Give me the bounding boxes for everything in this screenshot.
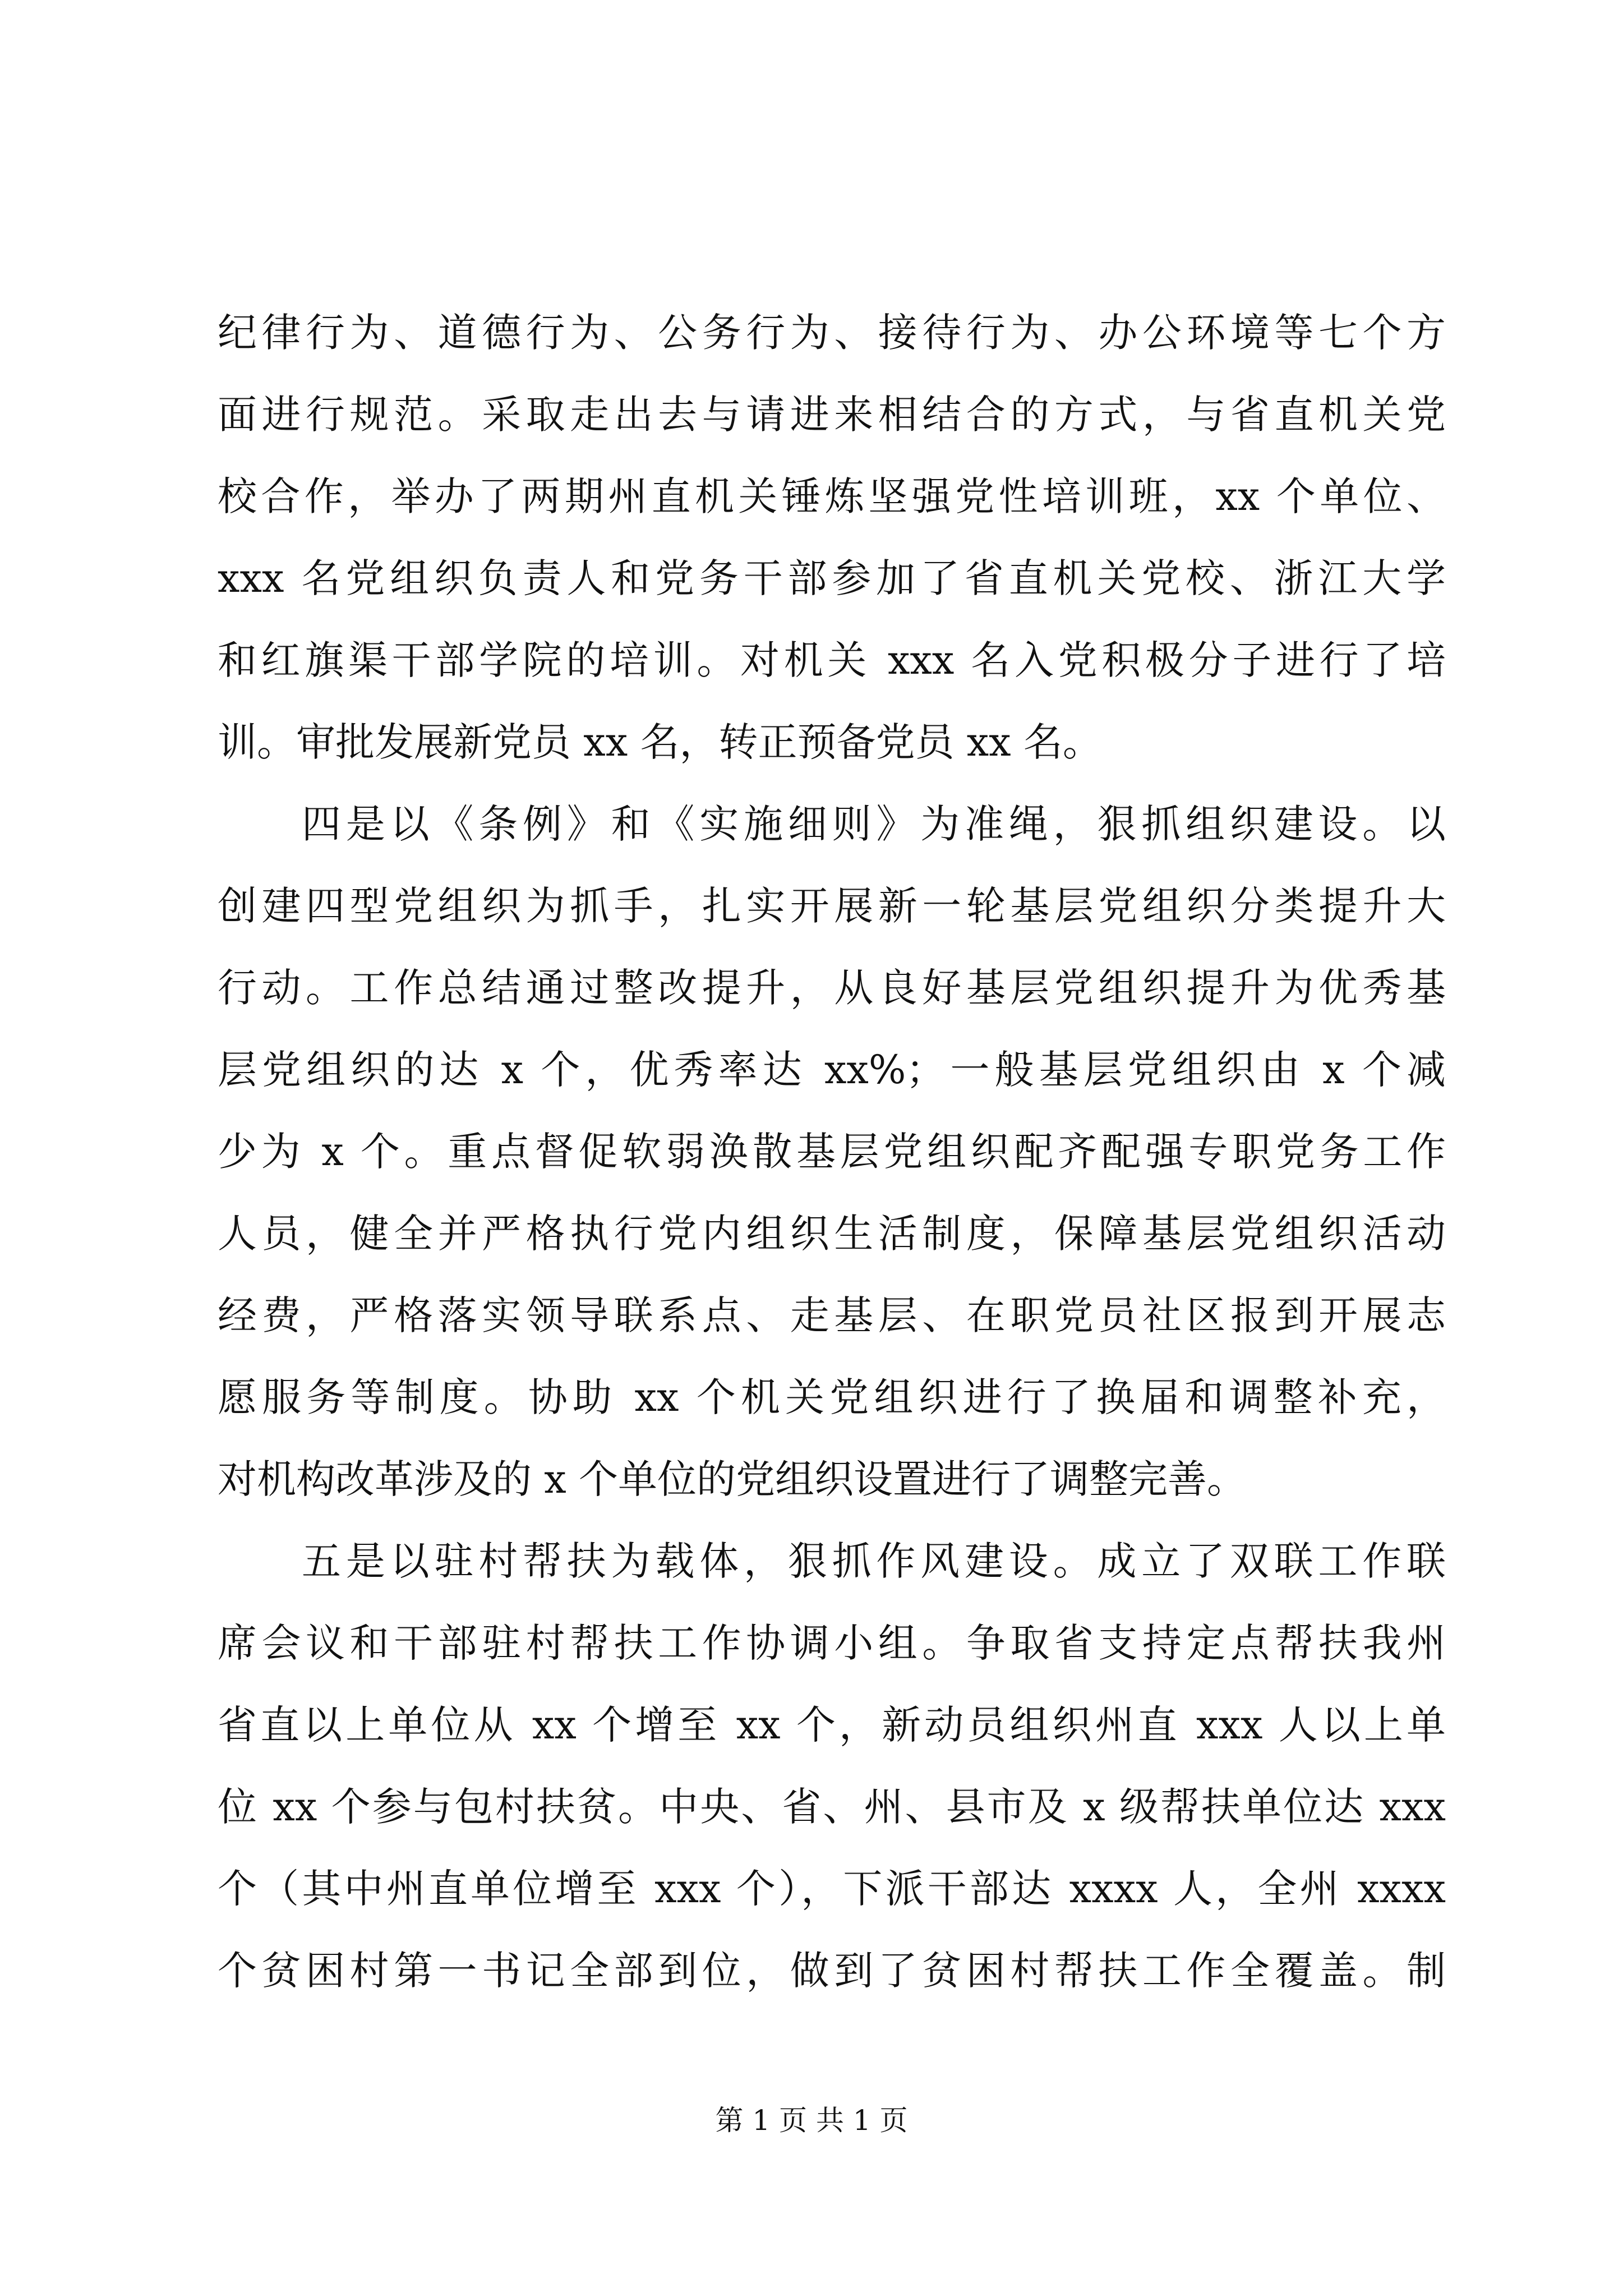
text-line: xxx 名党组织负责人和党务干部参加了省直机关党校、浙江大学: [218, 555, 1446, 601]
text-line: 面进行规范。采取走出去与请进来相结合的方式，与省直机关党: [218, 392, 1446, 438]
text-line: 和红旗渠干部学院的培训。对机关 xxx 名入党积极分子进行了培: [218, 637, 1446, 683]
document-body: [218, 292, 1446, 2012]
text-line: 愿服务等制度。协助 xx 个机关党组织进行了换届和调整补充，: [218, 1374, 1446, 1420]
text-line: 个贫困村第一书记全部到位，做到了贫困村帮扶工作全覆盖。制: [218, 1948, 1446, 1994]
text-line: 对机构改革涉及的 x 个单位的党组织设置进行了调整完善。: [218, 1456, 1246, 1502]
text-line: 省直以上单位从 xx 个增至 xx 个，新动员组织州直 xxx 人以上单: [218, 1702, 1446, 1748]
text-line: 五是以驻村帮扶为载体，狠抓作风建设。成立了双联工作联: [302, 1538, 1446, 1584]
text-line: 创建四型党组织为抓手，扎实开展新一轮基层党组织分类提升大: [218, 883, 1446, 929]
text-line: 纪律行为、道德行为、公务行为、接待行为、办公环境等七个方: [218, 310, 1446, 356]
text-line: 行动。工作总结通过整改提升，从良好基层党组织提升为优秀基: [218, 965, 1446, 1011]
text-line: 四是以《条例》和《实施细则》为准绳，狠抓组织建设。以: [302, 801, 1446, 847]
page-footer: 第 1 页 共 1 页: [715, 2104, 908, 2137]
text-line: 训。审批发展新党员 xx 名，转正预备党员 xx 名。: [218, 719, 1102, 765]
text-line: 个（其中州直单位增至 xxx 个），下派干部达 xxxx 人，全州 xxxx: [218, 1866, 1446, 1912]
text-line: 位 xx 个参与包村扶贫。中央、省、州、县市及 x 级帮扶单位达 xxx: [218, 1784, 1446, 1830]
text-line: 席会议和干部驻村帮扶工作协调小组。争取省支持定点帮扶我州: [218, 1620, 1446, 1666]
text-line: 人员，健全并严格执行党内组织生活制度，保障基层党组织活动: [218, 1211, 1446, 1257]
text-line: 层党组织的达 x 个，优秀率达 xx%；一般基层党组织由 x 个减: [218, 1047, 1446, 1093]
text-line: 经费，严格落实领导联系点、走基层、在职党员社区报到开展志: [218, 1292, 1446, 1338]
text-line: 校合作，举办了两期州直机关锤炼坚强党性培训班，xx 个单位、: [218, 473, 1446, 519]
text-line: 少为 x 个。重点督促软弱涣散基层党组织配齐配强专职党务工作: [218, 1129, 1446, 1175]
